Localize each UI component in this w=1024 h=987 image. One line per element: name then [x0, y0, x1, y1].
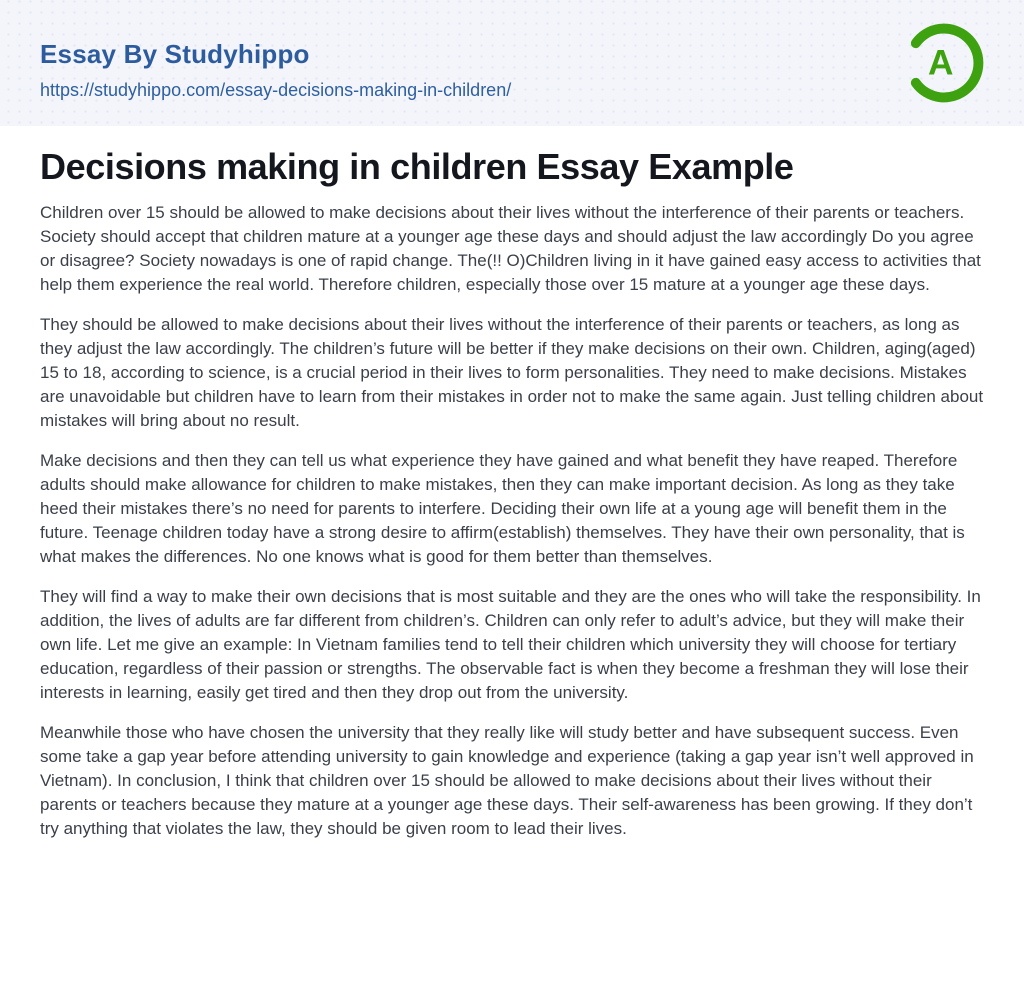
source-url-link[interactable]: https://studyhippo.com/essay-decisions-making-in-children/: [40, 79, 512, 100]
page-header: [0, 0, 1024, 126]
site-title: Essay By Studyhippo: [40, 38, 310, 69]
logo-ring-icon: [903, 22, 985, 104]
logo-letter: A: [927, 43, 954, 83]
essay-paragraph-2: They should be allowed to make decisions about their lives without the interference of their parents or teachers, as long as they adjust the law accordingly. The children’s future will be better if they make decisions on their own. Children, aging(aged) 15 to 18, according to science, is a crucial period in their lives to form personalities. They need to make decisions. Mistakes are unavoidable but children have to learn from their mistakes in order not to make the same again. Just telling children about mistakes will bring about no result.: [40, 315, 984, 430]
header-text-block: [40, 26, 511, 101]
essay-paragraph-5: Meanwhile those who have chosen the university that they really like will study better and have subsequent success. Even some take a gap year before attending university to gain knowledge and experience (taking a gap year isn’t well approved in Vietnam). In conclusion, I think that children over 15 should be allowed to make decisions about their lives without their parents or teachers because they mature at a younger age these days. Their self-awareness has been growing. If they don’t try anything that violates the law, they should be given room to lead their lives.: [40, 723, 974, 838]
essay-title: Decisions making in children Essay Example: [40, 146, 794, 187]
essay-article: [0, 126, 1024, 881]
essay-paragraph-3: Make decisions and then they can tell us what experience they have gained and what benefit they have reaped. Therefore adults should make allowance for children to make mistakes, then they can make important decision. As long as they take heed their mistakes there’s no need for parents to interfere. Deciding their own life at a young age will benefit them in the future. Teenage children today have a strong desire to affirm(establish) themselves. They have their own personality, that is what makes the differences. No one knows what is good for them better than themselves.: [40, 451, 965, 566]
essay-paragraph-1: Children over 15 should be allowed to make decisions about their lives without the interference of their parents or teachers. Society should accept that children mature at a younger age these days and should adjust the law accordingly Do you agree or disagree? Society nowadays is one of rapid change. The(!! O)Children living in it have gained easy access to activities that help them experience the real world. Therefore children, especially those over 15 mature at a younger age these days.: [40, 203, 981, 294]
essay-paragraph-4: They will find a way to make their own decisions that is most suitable and they are the ones who will take the responsibility. In addition, the lives of adults are far different from children’s. Children can only refer to adult’s advice, but they will make their own life. Let me give an example: In Vietnam families tend to tell their children which university they will choose for tertiary education, regardless of their passion or strengths. The observable fact is when they become a freshman they will lose their interests in learning, easily get tired and then they drop out from the university.: [40, 587, 981, 702]
studyhippo-logo: [903, 22, 985, 104]
